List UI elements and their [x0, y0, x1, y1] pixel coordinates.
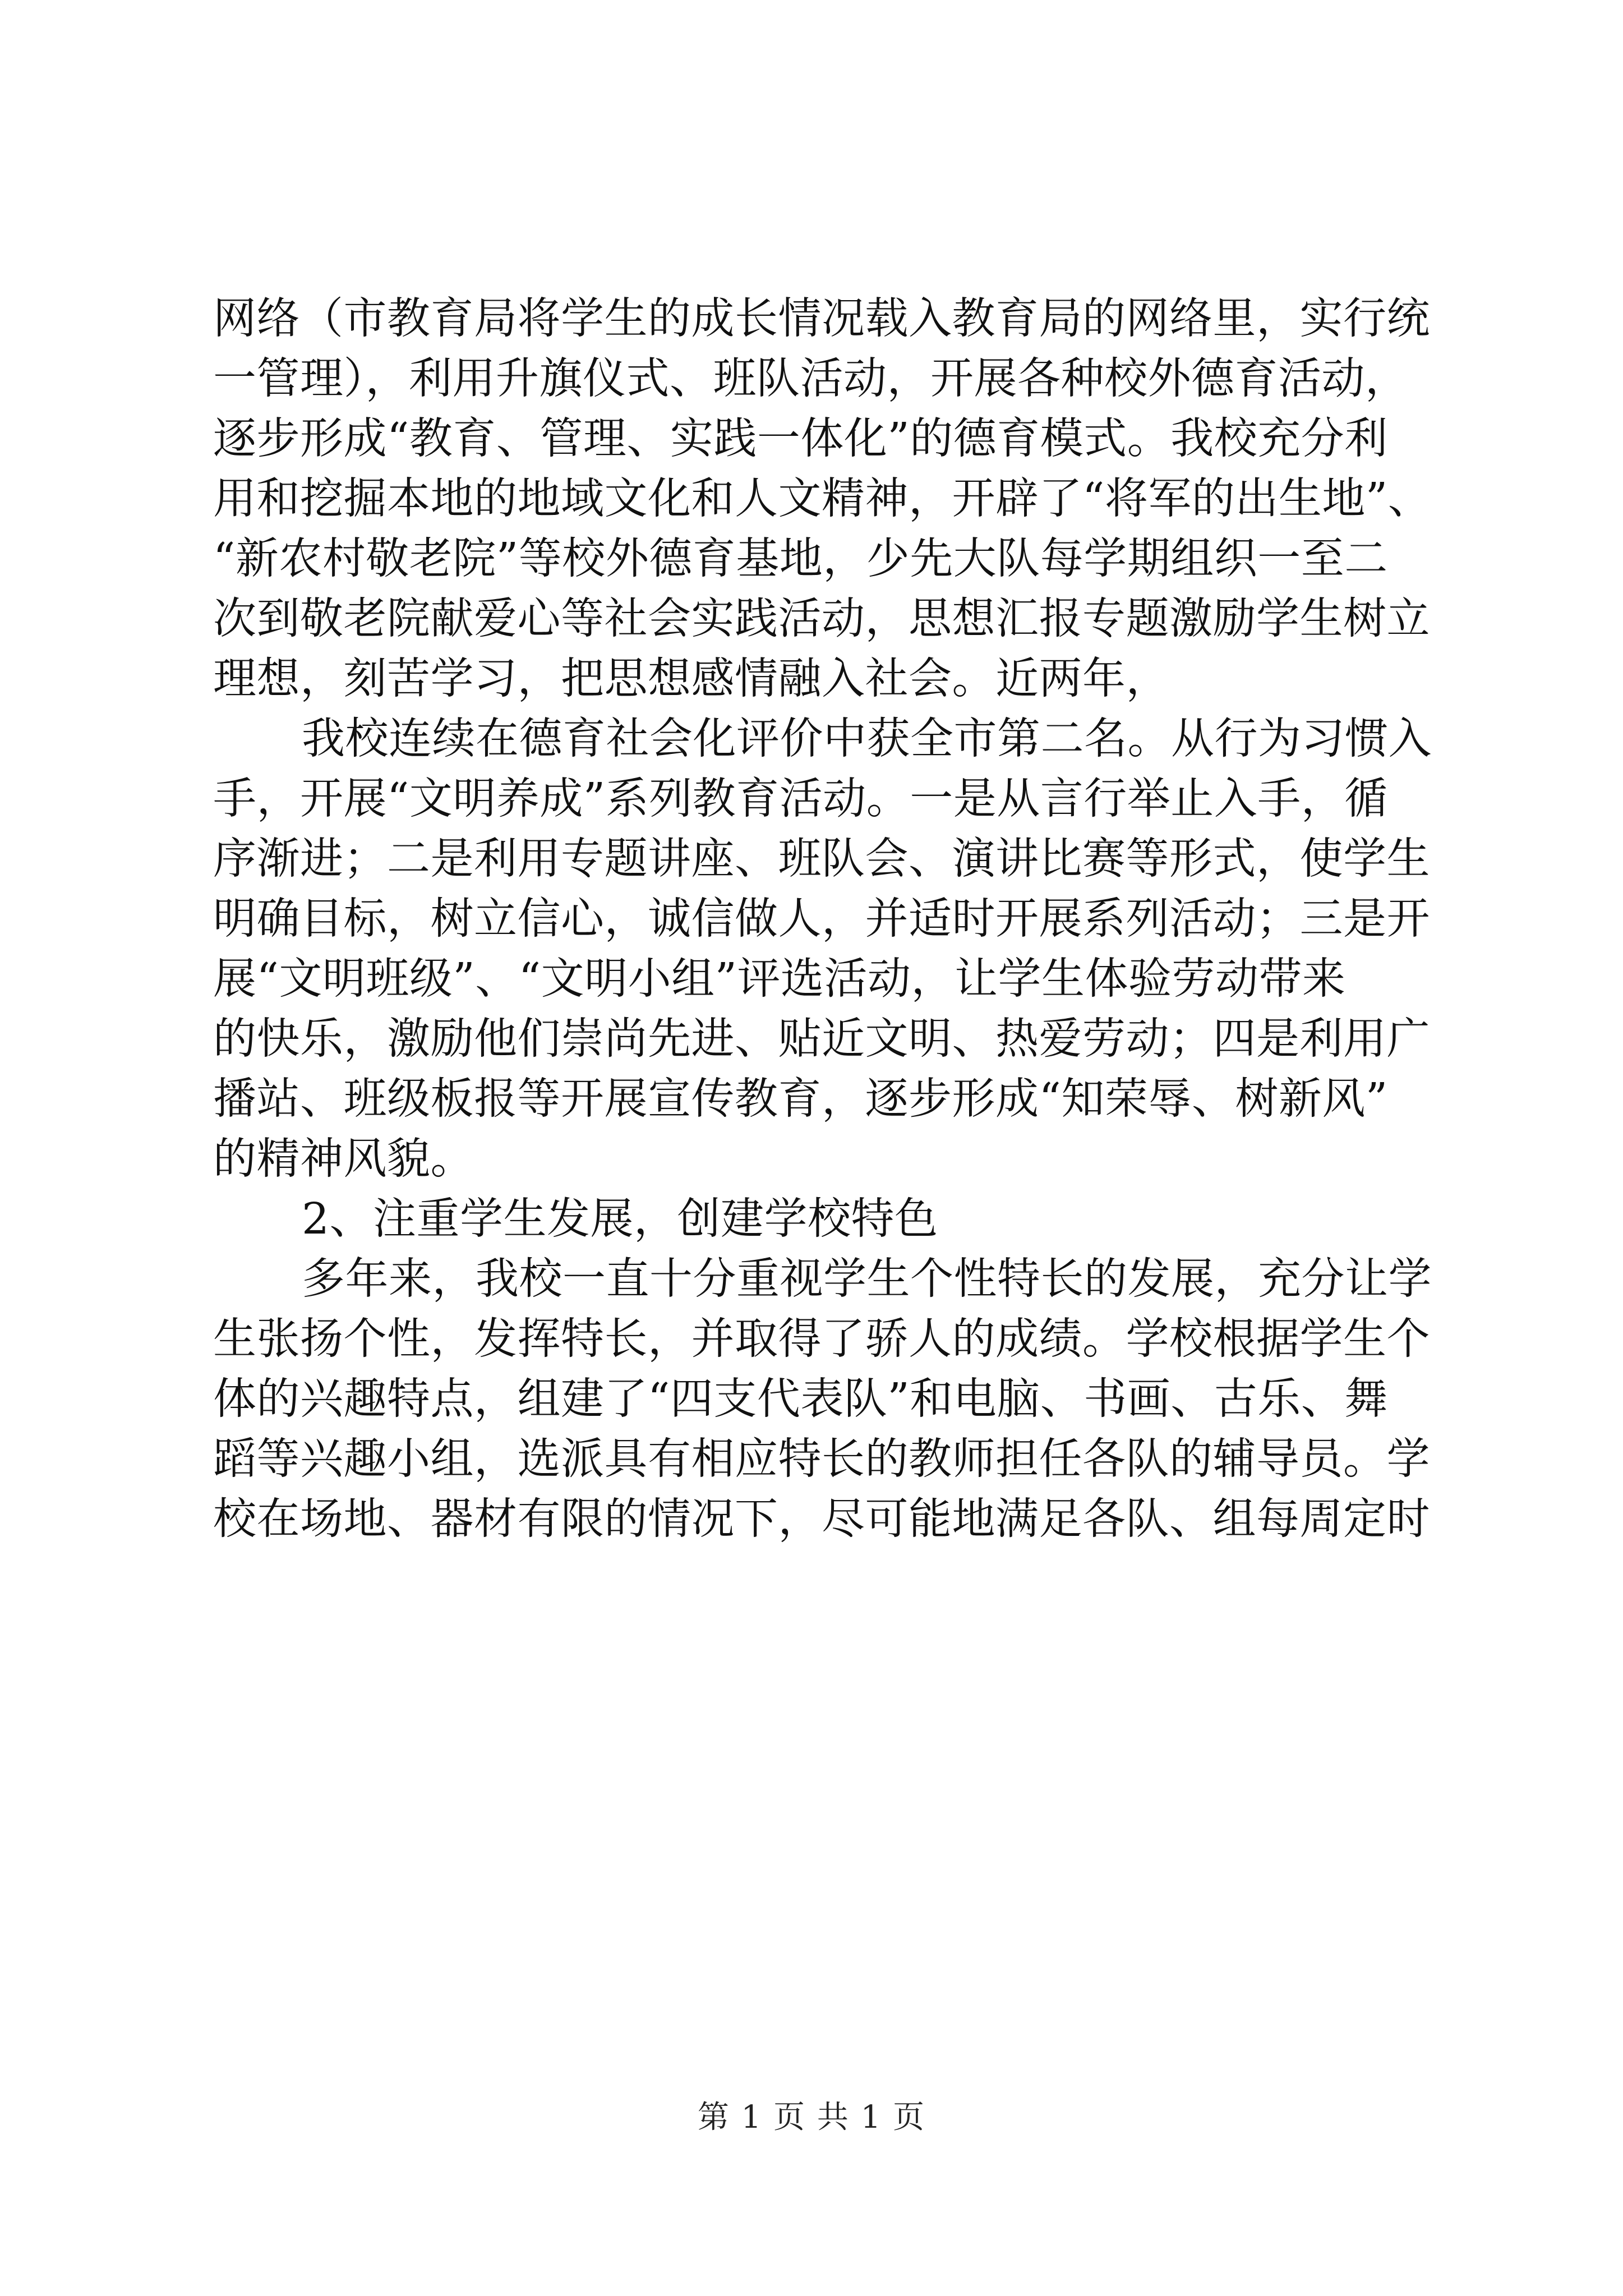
text-line: 的精神风貌。 — [213, 1134, 474, 1184]
text-line: 序渐进；二是利用专题讲座、班队会、演讲比赛等形式，使学生 — [213, 834, 1430, 884]
section-heading: 2、注重学生发展，创建学校特色 — [302, 1194, 938, 1244]
page-number-footer: 第 1 页 共 1 页 — [697, 2099, 926, 2136]
text-line: 理想，刻苦学习，把思想感情融入社会。近两年， — [213, 654, 1169, 704]
text-line: 手，开展“文明养成”系列教育活动。一是从言行举止入手，循 — [213, 774, 1388, 824]
text-line: “新农村敬老院”等校外德育基地，少先大队每学期组织一至二 — [213, 534, 1388, 584]
text-line: 逐步形成“教育、管理、实践一体化”的德育模式。我校充分利 — [213, 414, 1388, 464]
text-line: 蹈等兴趣小组，选派具有相应特长的教师担任各队的辅导员。学 — [213, 1434, 1430, 1484]
text-line: 校在场地、器材有限的情况下，尽可能地满足各队、组每周定时 — [213, 1494, 1430, 1544]
text-line: 的快乐，激励他们崇尚先进、贴近文明、热爱劳动；四是利用广 — [213, 1014, 1430, 1064]
paragraph-first-line: 多年来，我校一直十分重视学生个性特长的发展，充分让学 — [302, 1254, 1432, 1304]
text-line: 生张扬个性，发挥特长，并取得了骄人的成绩。学校根据学生个 — [213, 1314, 1430, 1364]
text-line: 网络（市教育局将学生的成长情况载入教育局的网络里，实行统 — [213, 294, 1430, 344]
text-line: 体的兴趣特点，组建了“四支代表队”和电脑、书画、古乐、舞 — [213, 1374, 1388, 1424]
text-line: 明确目标，树立信心，诚信做人，并适时开展系列活动；三是开 — [213, 894, 1430, 944]
paragraph-first-line: 我校连续在德育社会化评价中获全市第二名。从行为习惯入 — [302, 714, 1432, 764]
text-line: 播站、班级板报等开展宣传教育，逐步形成“知荣辱、树新风” — [213, 1074, 1388, 1124]
document-body — [213, 289, 1432, 1549]
text-line: 展“文明班级”、“文明小组”评选活动，让学生体验劳动带来 — [213, 954, 1346, 1004]
text-line: 一管理），利用升旗仪式、班队活动，开展各种校外德育活动， — [213, 354, 1409, 404]
text-line: 用和挖掘本地的地域文化和人文精神，开辟了“将军的出生地”、 — [213, 474, 1432, 524]
text-line: 次到敬老院献爱心等社会实践活动，思想汇报专题激励学生树立 — [213, 594, 1430, 644]
